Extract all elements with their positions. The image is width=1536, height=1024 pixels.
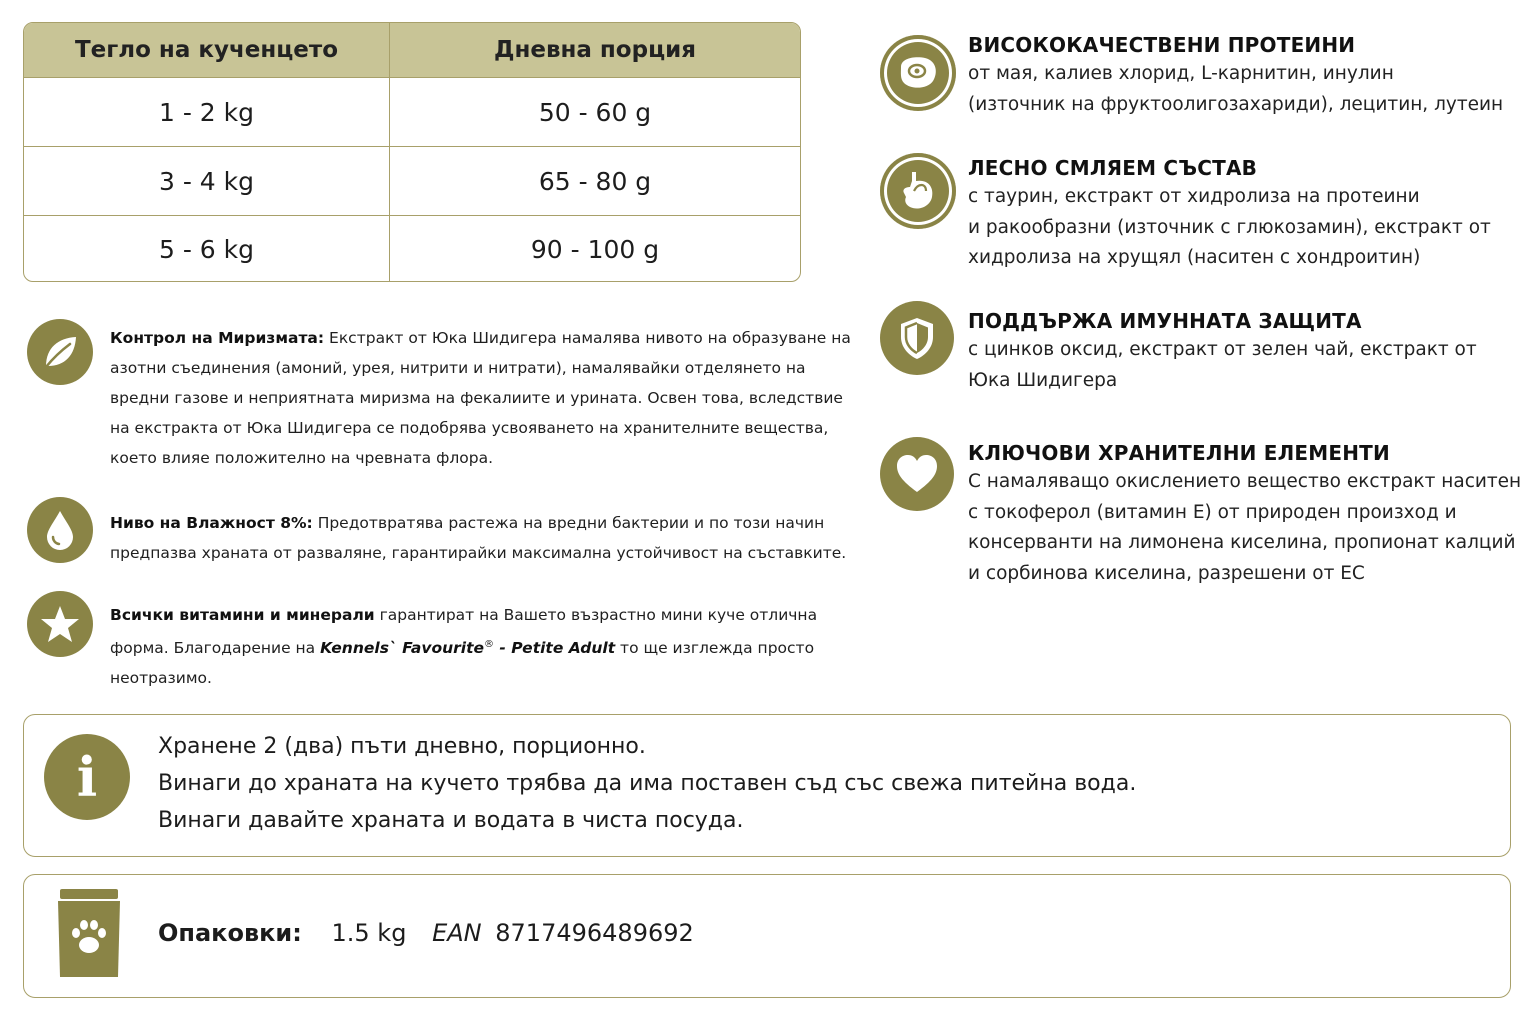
- vitamins-desc-after: то ще изглежда просто неотразимо.: [110, 639, 815, 688]
- immunity-desc: [968, 335, 1528, 396]
- info-line: Винаги до храната на кучето трябва да има поставен съд със свежа питейна вода.: [158, 771, 1137, 796]
- packaging-label: Опаковки:: [158, 919, 302, 947]
- water-drop-icon: [27, 497, 93, 563]
- leaf-icon: [27, 319, 93, 385]
- shield-icon: [880, 301, 954, 375]
- table-header-weight: Тегло на кученцето: [24, 23, 390, 78]
- info-icon: [44, 734, 130, 820]
- moisture-desc: Предотвратява растежа на вредни бактерии и по този начин предпазва храната от разваляне, гарантирайки максимална устойчивост на съставките.: [110, 514, 847, 562]
- info-line: Винаги давайте храната и водата в чиста посуда.: [158, 808, 744, 833]
- digestible-line: хидролиза на хрущял (наситен с хондроитин): [968, 247, 1421, 268]
- digestible-line: с таурин, екстракт от хидролиза на протеини: [968, 186, 1420, 207]
- nutrients-title: КЛЮЧОВИ ХРАНИТЕЛНИ ЕЛЕМЕНТИ: [968, 441, 1390, 465]
- proteins-line: (източник на фруктоолигозахариди), лецитин, лутеин: [968, 93, 1504, 115]
- packaging-box: [23, 874, 1511, 998]
- nutrients-line: с токоферол (витамин Е) от природен произход и: [968, 501, 1457, 523]
- nutrients-desc: [968, 467, 1528, 589]
- product-name: - Petite Adult: [494, 639, 616, 658]
- proteins-line: от мая, калиев хлорид, L-карнитин, инулин: [968, 63, 1394, 84]
- heart-icon: [880, 437, 954, 511]
- stomach-icon: [880, 153, 956, 229]
- immunity-title: ПОДДЪРЖА ИМУННАТА ЗАЩИТА: [968, 309, 1362, 333]
- info-glyph: i: [76, 745, 98, 809]
- star-icon: [27, 591, 93, 657]
- feeding-info-text: [158, 728, 1478, 839]
- proteins-block: [968, 33, 1528, 120]
- digestible-block: [968, 156, 1528, 274]
- feeding-info-box: [23, 714, 1511, 857]
- table-cell-weight: 5 - 6 kg: [24, 216, 390, 282]
- nutrients-line: и сорбинова киселина, разрешени от ЕС: [968, 562, 1365, 584]
- nutrients-block: [968, 441, 1528, 589]
- nutrients-line: консерванти на лимонена киселина, пропионат калций: [968, 532, 1516, 553]
- moisture-text: [110, 508, 855, 568]
- digestible-line: и ракообразни (източник с глюкозамин), екстракт от: [968, 216, 1491, 238]
- packaging-text: [158, 919, 694, 947]
- odor-control-title: Контрол на Миризмата:: [110, 329, 325, 347]
- table-cell-weight: 3 - 4 kg: [24, 147, 390, 216]
- immunity-block: [968, 309, 1528, 396]
- brand-name: Kennels` Favourite: [320, 639, 485, 658]
- info-line: Хранене 2 (два) пъти дневно, порционно.: [158, 734, 646, 759]
- odor-control-text: [110, 323, 855, 473]
- vitamins-text: [110, 600, 860, 693]
- table-header-portion: Дневна порция: [390, 23, 800, 78]
- table-cell-portion: 65 - 80 g: [390, 147, 800, 216]
- meat-icon: [880, 35, 956, 111]
- odor-control-desc: Екстракт от Юка Шидигера намалява нивото на образуване на азотни съединения (амоний, урея, нитрити и нитрати), намалявайки отделянето на вредни газове и неприятната миризма на фекалиите и урината. Освен това, вследствие на екстракта от Юка Шидигера се подобрява усвояването на хранителните вещества, което влияе положително на чревната флора.: [110, 329, 851, 467]
- immunity-line: Юка Шидигера: [968, 369, 1118, 391]
- table-cell-portion: 90 - 100 g: [530, 235, 660, 264]
- digestible-title: ЛЕСНО СМЛЯЕМ СЪСТАВ: [968, 156, 1258, 180]
- feeding-table: [23, 22, 801, 282]
- food-bag-icon: [56, 887, 122, 979]
- nutrients-line: С намаляващо окислението вещество екстракт наситен: [968, 471, 1522, 492]
- ean-code: 8717496489692: [495, 919, 694, 947]
- digestible-desc: [968, 182, 1528, 274]
- registered-mark: ®: [484, 639, 495, 650]
- packaging-weight: 1.5 kg: [331, 919, 407, 947]
- vitamins-desc-before: гарантират на Вашето възрастно мини куче отлична форма. Благодарение на: [110, 606, 818, 658]
- table-cell-portion: 50 - 60 g: [390, 78, 800, 147]
- ean-label: EAN: [432, 919, 482, 947]
- table-cell-weight: 1 - 2 kg: [24, 78, 390, 147]
- proteins-title: ВИСОКОКАЧЕСТВЕНИ ПРОТЕИНИ: [968, 33, 1356, 57]
- immunity-line: с цинков оксид, екстракт от зелен чай, екстракт от: [968, 339, 1477, 360]
- moisture-title: Ниво на Влажност 8%:: [110, 514, 313, 532]
- vitamins-title: Всички витамини и минерали: [110, 606, 375, 624]
- proteins-desc: [968, 59, 1528, 120]
